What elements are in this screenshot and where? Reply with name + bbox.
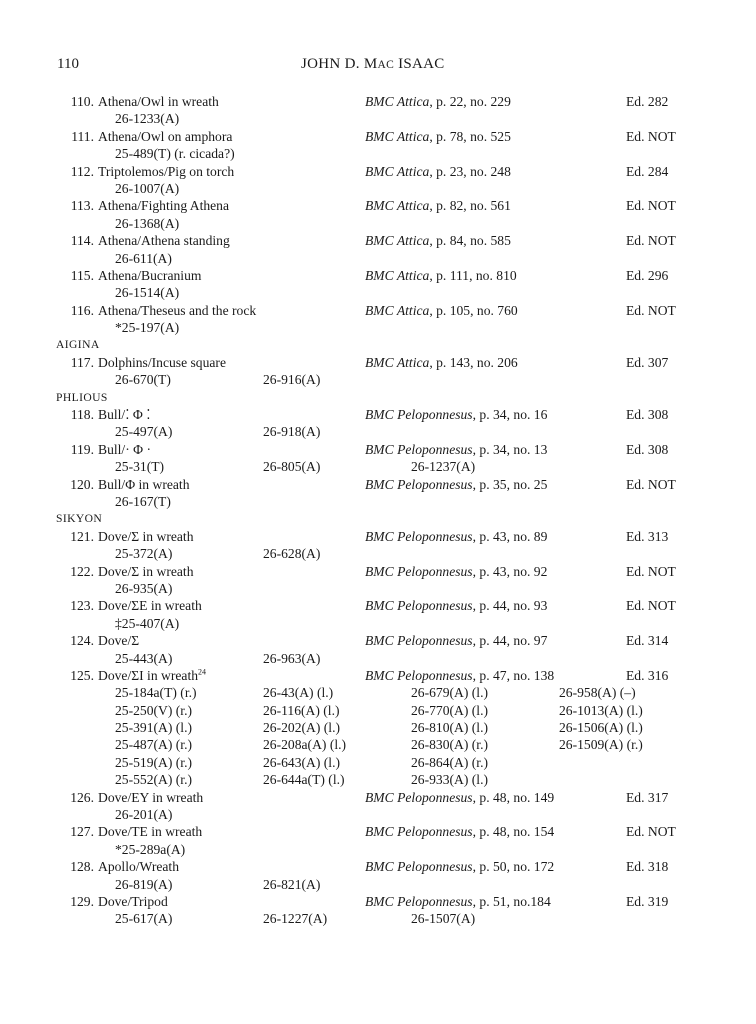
coin-type-text: Dove/ΤΕ in wreath: [98, 824, 203, 840]
specimen-inventory-number: 26-1514(A): [115, 285, 180, 301]
specimen-inventory-number: 25-250(V) (r.): [115, 702, 193, 718]
coin-type-text: Dove/EY in wreath: [98, 789, 204, 805]
entry-number: 110.: [70, 94, 94, 109]
catalogue-reference: [365, 789, 554, 806]
entry-number: 124.: [70, 633, 94, 649]
entry-number: 116.: [70, 302, 94, 318]
specimen-inventory-number: 26-1507(A): [411, 911, 476, 927]
specimen-line: [0, 876, 756, 893]
edition-reference: Ed. NOT: [626, 824, 676, 840]
catalogue-reference: [365, 197, 511, 214]
reference-location: , p. 143, no. 206: [429, 354, 518, 370]
specimen-inventory-number: 26-167(T): [115, 493, 171, 509]
specimen-inventory-number: 26-201(A): [115, 807, 173, 823]
catalogue-reference: [365, 893, 551, 910]
specimen-inventory-number: 25-443(A): [115, 650, 173, 666]
reference-location: , p. 105, no. 760: [429, 302, 518, 318]
catalogue-entry: [0, 893, 756, 928]
entry-heading-line: [0, 858, 756, 875]
reference-location: , p. 47, no. 138: [472, 667, 555, 683]
catalogue-reference: [365, 128, 511, 145]
coin-type-text: Dolphins/Incuse square: [98, 354, 226, 370]
edition-reference: Ed. NOT: [626, 233, 676, 249]
catalogue-reference: [365, 563, 547, 580]
reference-catalogue-title: BMC Attica: [365, 354, 430, 370]
specimen-line: [0, 319, 756, 336]
reference-catalogue-title: BMC Peloponnesus: [365, 528, 473, 544]
specimen-line: [0, 580, 756, 597]
entry-number: 123.: [70, 598, 94, 614]
catalogue-entry: [0, 163, 756, 198]
specimen-inventory-number: 26-116(A) (l.): [263, 702, 340, 718]
catalogue-entry: [0, 406, 756, 441]
specimen-inventory-number: 26-670(T): [115, 372, 171, 388]
specimen-line: [0, 615, 756, 632]
entry-heading-line: [0, 163, 756, 180]
reference-catalogue-title: BMC Peloponnesus: [365, 667, 473, 683]
reference-location: , p. 111, no. 810: [429, 267, 517, 283]
specimen-inventory-number: 26-805(A): [263, 459, 321, 475]
reference-location: , p. 48, no. 154: [472, 824, 555, 840]
specimen-line: [0, 180, 756, 197]
catalogue-reference: [365, 406, 547, 423]
specimen-inventory-number: 26-643(A) (l.): [263, 754, 341, 770]
specimen-inventory-number: 26-830(A) (r.): [411, 737, 489, 753]
catalogue-reference: [365, 163, 511, 180]
specimen-inventory-number: 25-372(A): [115, 546, 173, 562]
reference-location: , p. 51, no.184: [472, 893, 551, 909]
edition-reference: Ed. 314: [626, 633, 669, 649]
catalogue-reference: [365, 823, 554, 840]
specimen-line: [0, 650, 756, 667]
reference-location: , p. 44, no. 97: [472, 633, 548, 649]
coin-type-text: Athena/Owl in wreath: [98, 94, 219, 109]
catalogue-entry: [0, 597, 756, 632]
specimen-inventory-number: 25-497(A): [115, 424, 173, 440]
entry-number: 121.: [70, 528, 94, 544]
coin-type-description: [98, 632, 139, 649]
entry-number: 115.: [70, 267, 94, 283]
edition-reference: Ed. NOT: [626, 476, 676, 492]
catalogue-entry: [0, 823, 756, 858]
catalogue-reference: [365, 858, 554, 875]
specimen-line: [0, 736, 756, 753]
reference-location: , p. 43, no. 92: [472, 563, 548, 579]
reference-location: , p. 34, no. 13: [472, 441, 548, 457]
coin-type-description: [98, 789, 203, 806]
entry-number: 112.: [70, 163, 94, 179]
reference-catalogue-title: BMC Peloponnesus: [365, 441, 473, 457]
coin-type-description: [98, 406, 151, 423]
entry-number: 129.: [70, 893, 94, 909]
catalogue-entry: [0, 302, 756, 337]
entry-number: 111.: [71, 128, 94, 144]
entry-heading-line: [0, 893, 756, 910]
edition-reference: Ed. 282: [626, 94, 669, 109]
specimen-inventory-number: 26-810(A) (l.): [411, 720, 489, 736]
coin-type-description: [98, 823, 202, 840]
coin-type-description: [98, 476, 190, 493]
reference-catalogue-title: BMC Peloponnesus: [365, 789, 473, 805]
edition-reference: Ed. 308: [626, 441, 669, 457]
reference-catalogue-title: BMC Peloponnesus: [365, 824, 473, 840]
reference-catalogue-title: BMC Peloponnesus: [365, 893, 473, 909]
edition-reference: Ed. 308: [626, 407, 669, 423]
reference-location: , p. 50, no. 172: [472, 859, 555, 875]
specimen-line: [0, 684, 756, 701]
specimen-inventory-number: 26-1227(A): [263, 911, 328, 927]
specimen-inventory-number: 26-916(A): [263, 372, 321, 388]
catalogue-entry: [0, 267, 756, 302]
entry-heading-line: [0, 563, 756, 580]
entry-number: 119.: [70, 441, 94, 457]
specimen-inventory-number: 25-391(A) (l.): [115, 720, 193, 736]
reference-catalogue-title: BMC Peloponnesus: [365, 633, 473, 649]
specimen-inventory-number: 26-628(A): [263, 546, 321, 562]
specimen-inventory-number: 25-489(T) (r. cicada?): [115, 146, 235, 162]
specimen-inventory-number: 26-770(A) (l.): [411, 702, 489, 718]
entry-heading-line: [0, 441, 756, 458]
entry-heading-line: [0, 597, 756, 614]
coin-type-description: [98, 528, 194, 545]
coin-type-text: Athena/Theseus and the rock: [98, 302, 257, 318]
coin-type-description: [98, 354, 226, 371]
catalogue-entry: [0, 128, 756, 163]
catalogue-reference: [365, 267, 517, 284]
entry-heading-line: [0, 302, 756, 319]
edition-reference: Ed. NOT: [626, 563, 676, 579]
coin-type-description: [98, 163, 234, 180]
specimen-inventory-number: 26-43(A) (l.): [263, 685, 334, 701]
entry-heading-line: [0, 232, 756, 249]
specimen-line: [0, 458, 756, 475]
catalogue-reference: [365, 476, 547, 493]
reference-catalogue-title: BMC Attica: [365, 163, 430, 179]
entry-heading-line: [0, 476, 756, 493]
edition-reference: Ed. 284: [626, 163, 669, 179]
coin-type-description: [98, 667, 206, 684]
reference-location: , p. 84, no. 585: [429, 233, 511, 249]
specimen-line: [0, 910, 756, 927]
edition-reference: Ed. 318: [626, 859, 669, 875]
specimen-inventory-number: 26-821(A): [263, 876, 321, 892]
coin-type-text: Dove/Σ: [98, 633, 140, 649]
catalogue-reference: [365, 441, 547, 458]
catalogue-entry: [0, 528, 756, 563]
catalogue-entry: [0, 232, 756, 267]
specimen-inventory-number: 26-1237(A): [411, 459, 476, 475]
reference-catalogue-title: BMC Peloponnesus: [365, 407, 473, 423]
coin-type-text: Athena/Fighting Athena: [98, 198, 230, 214]
entry-number: 127.: [70, 824, 94, 840]
specimen-line: [0, 423, 756, 440]
coin-type-text: Dove/Σ in wreath: [98, 528, 194, 544]
catalogue-reference: [365, 232, 511, 249]
specimen-line: [0, 371, 756, 388]
specimen-line: [0, 110, 756, 127]
reference-catalogue-title: BMC Attica: [365, 267, 430, 283]
region-heading: PHLIOUS: [56, 390, 108, 404]
specimen-line: [0, 702, 756, 719]
specimen-line: [0, 284, 756, 301]
specimen-line: [0, 754, 756, 771]
catalogue-reference: [365, 597, 547, 614]
coin-type-description: [98, 267, 201, 284]
catalogue-reference: [365, 93, 511, 110]
reference-location: , p. 78, no. 525: [429, 128, 511, 144]
reference-catalogue-title: BMC Attica: [365, 128, 430, 144]
edition-reference: Ed. 316: [626, 667, 669, 683]
coin-type-text: Bull/· Φ ·: [98, 441, 151, 457]
reference-location: , p. 44, no. 93: [472, 598, 548, 614]
coin-type-text: Apollo/Wreath: [98, 859, 179, 875]
entry-number: 128.: [70, 859, 94, 875]
coin-type-text: Athena/Owl on amphora: [98, 128, 233, 144]
coin-type-description: [98, 893, 168, 910]
coin-type-text: Dove/Tripod: [98, 893, 168, 909]
catalogue-entry: [0, 476, 756, 511]
coin-type-description: [98, 93, 219, 110]
specimen-inventory-number: 26-208a(A) (l.): [263, 737, 347, 753]
region-heading: AIGINA: [56, 338, 100, 352]
entry-heading-line: [0, 823, 756, 840]
coin-type-text: Dove/ΣI in wreath: [98, 667, 199, 683]
specimen-line: [0, 215, 756, 232]
specimen-inventory-number: 26-1233(A): [115, 111, 180, 127]
page-number: 110: [57, 56, 79, 72]
specimen-inventory-number: 26-935(A): [115, 580, 173, 596]
catalogue-reference: [365, 302, 518, 319]
coin-type-text: Bull/Φ in wreath: [98, 476, 190, 492]
edition-reference: Ed. NOT: [626, 302, 676, 318]
running-title: JOHN D. MAC ISAAC: [301, 56, 445, 72]
coin-type-description: [98, 858, 179, 875]
reference-location: , p. 82, no. 561: [429, 198, 511, 214]
specimen-line: [0, 806, 756, 823]
coin-type-description: [98, 441, 151, 458]
entry-heading-line: [0, 267, 756, 284]
coin-type-text: Athena/Athena standing: [98, 233, 230, 249]
catalogue-entry: [0, 441, 756, 476]
edition-reference: Ed. NOT: [626, 198, 676, 214]
entry-number: 122.: [70, 563, 94, 579]
entry-number: 118.: [70, 407, 94, 423]
specimen-line: [0, 493, 756, 510]
catalogue-reference: [365, 528, 547, 545]
catalogue-reference: [365, 632, 547, 649]
reference-location: , p. 22, no. 229: [429, 94, 511, 109]
specimen-inventory-number: *25-197(A): [115, 320, 180, 336]
specimen-inventory-number: 26-1368(A): [115, 215, 180, 231]
footnote-marker: 24: [198, 667, 207, 677]
reference-catalogue-title: BMC Peloponnesus: [365, 859, 473, 875]
catalogue-entry: [0, 789, 756, 824]
catalogue-entry: [0, 354, 756, 389]
entry-number: 117.: [70, 354, 94, 370]
specimen-inventory-number: 26-202(A) (l.): [263, 720, 341, 736]
entry-number: 125.: [70, 667, 94, 683]
edition-reference: Ed. 317: [626, 789, 669, 805]
specimen-line: [0, 145, 756, 162]
edition-reference: Ed. NOT: [626, 598, 676, 614]
specimen-inventory-number: 26-819(A): [115, 876, 173, 892]
entry-heading-line: [0, 197, 756, 214]
specimen-inventory-number: 25-184a(T) (r.): [115, 685, 197, 701]
catalogue-entry: [0, 667, 756, 789]
specimen-inventory-number: 26-1509(A) (r.): [559, 737, 643, 753]
specimen-inventory-number: 26-918(A): [263, 424, 321, 440]
specimen-inventory-number: 26-1506(A) (l.): [559, 720, 643, 736]
coin-type-description: [98, 232, 230, 249]
catalogue-entries: [0, 93, 756, 928]
specimen-inventory-number: 26-644a(T) (l.): [263, 772, 345, 788]
coin-type-description: [98, 302, 256, 319]
specimen-inventory-number: 25-617(A): [115, 911, 173, 927]
entry-heading-line: [0, 667, 756, 684]
catalogue-entry: [0, 632, 756, 667]
entry-heading-line: [0, 354, 756, 371]
specimen-inventory-number: 26-933(A) (l.): [411, 772, 489, 788]
specimen-inventory-number: 25-31(T): [115, 459, 165, 475]
reference-location: , p. 43, no. 89: [472, 528, 548, 544]
specimen-inventory-number: 26-864(A) (r.): [411, 754, 489, 770]
specimen-line: [0, 841, 756, 858]
catalogue-entry: [0, 197, 756, 232]
coin-type-description: [98, 197, 229, 214]
specimen-inventory-number: ‡25-407(A): [115, 615, 180, 631]
specimen-line: [0, 719, 756, 736]
region-heading: SIKYON: [56, 512, 103, 526]
entry-heading-line: [0, 128, 756, 145]
specimen-inventory-number: 25-487(A) (r.): [115, 737, 193, 753]
specimen-inventory-number: 25-519(A) (r.): [115, 754, 193, 770]
reference-catalogue-title: BMC Attica: [365, 198, 430, 214]
entry-heading-line: [0, 632, 756, 649]
entry-number: 126.: [70, 789, 94, 805]
reference-catalogue-title: BMC Peloponnesus: [365, 476, 473, 492]
specimen-inventory-number: 26-611(A): [115, 250, 172, 266]
coin-type-description: [98, 597, 202, 614]
catalogue-reference: [365, 354, 518, 371]
specimen-line: [0, 771, 756, 788]
specimen-inventory-number: 26-1007(A): [115, 180, 180, 196]
specimen-line: [0, 545, 756, 562]
entry-number: 114.: [70, 233, 94, 249]
coin-type-text: Dove/Σ in wreath: [98, 563, 194, 579]
coin-type-text: Triptolemos/Pig on torch: [98, 163, 235, 179]
specimen-inventory-number: 26-1013(A) (l.): [559, 702, 643, 718]
coin-type-text: Athena/Bucranium: [98, 267, 202, 283]
coin-type-text: Bull/⁚ Φ ⁚: [98, 407, 151, 423]
edition-reference: Ed. 296: [626, 267, 669, 283]
entry-heading-line: [0, 93, 756, 110]
entry-number: 120.: [70, 476, 94, 492]
entry-heading-line: [0, 789, 756, 806]
entry-heading-line: [0, 528, 756, 545]
edition-reference: Ed. 319: [626, 893, 669, 909]
specimen-line: [0, 250, 756, 267]
catalogue-reference: [365, 667, 554, 684]
catalogue-entry: [0, 93, 756, 128]
coin-type-text: Dove/ΣE in wreath: [98, 598, 202, 614]
catalogue-entry: [0, 563, 756, 598]
reference-catalogue-title: BMC Attica: [365, 302, 430, 318]
reference-catalogue-title: BMC Attica: [365, 94, 430, 109]
specimen-inventory-number: 26-958(A) (–): [559, 685, 636, 701]
specimen-inventory-number: 26-963(A): [263, 650, 321, 666]
coin-type-description: [98, 563, 194, 580]
specimen-inventory-number: 26-679(A) (l.): [411, 685, 489, 701]
edition-reference: Ed. NOT: [626, 128, 676, 144]
reference-location: , p. 48, no. 149: [472, 789, 555, 805]
coin-type-description: [98, 128, 232, 145]
edition-reference: Ed. 313: [626, 528, 669, 544]
reference-location: , p. 35, no. 25: [472, 476, 548, 492]
edition-reference: Ed. 307: [626, 354, 669, 370]
running-header: [0, 56, 756, 76]
reference-location: , p. 34, no. 16: [472, 407, 548, 423]
specimen-inventory-number: 25-552(A) (r.): [115, 772, 193, 788]
reference-catalogue-title: BMC Attica: [365, 233, 430, 249]
reference-location: , p. 23, no. 248: [429, 163, 511, 179]
entry-heading-line: [0, 406, 756, 423]
specimen-inventory-number: *25-289a(A): [115, 841, 186, 857]
reference-catalogue-title: BMC Peloponnesus: [365, 563, 473, 579]
reference-catalogue-title: BMC Peloponnesus: [365, 598, 473, 614]
catalogue-entry: [0, 858, 756, 893]
entry-number: 113.: [70, 198, 94, 214]
